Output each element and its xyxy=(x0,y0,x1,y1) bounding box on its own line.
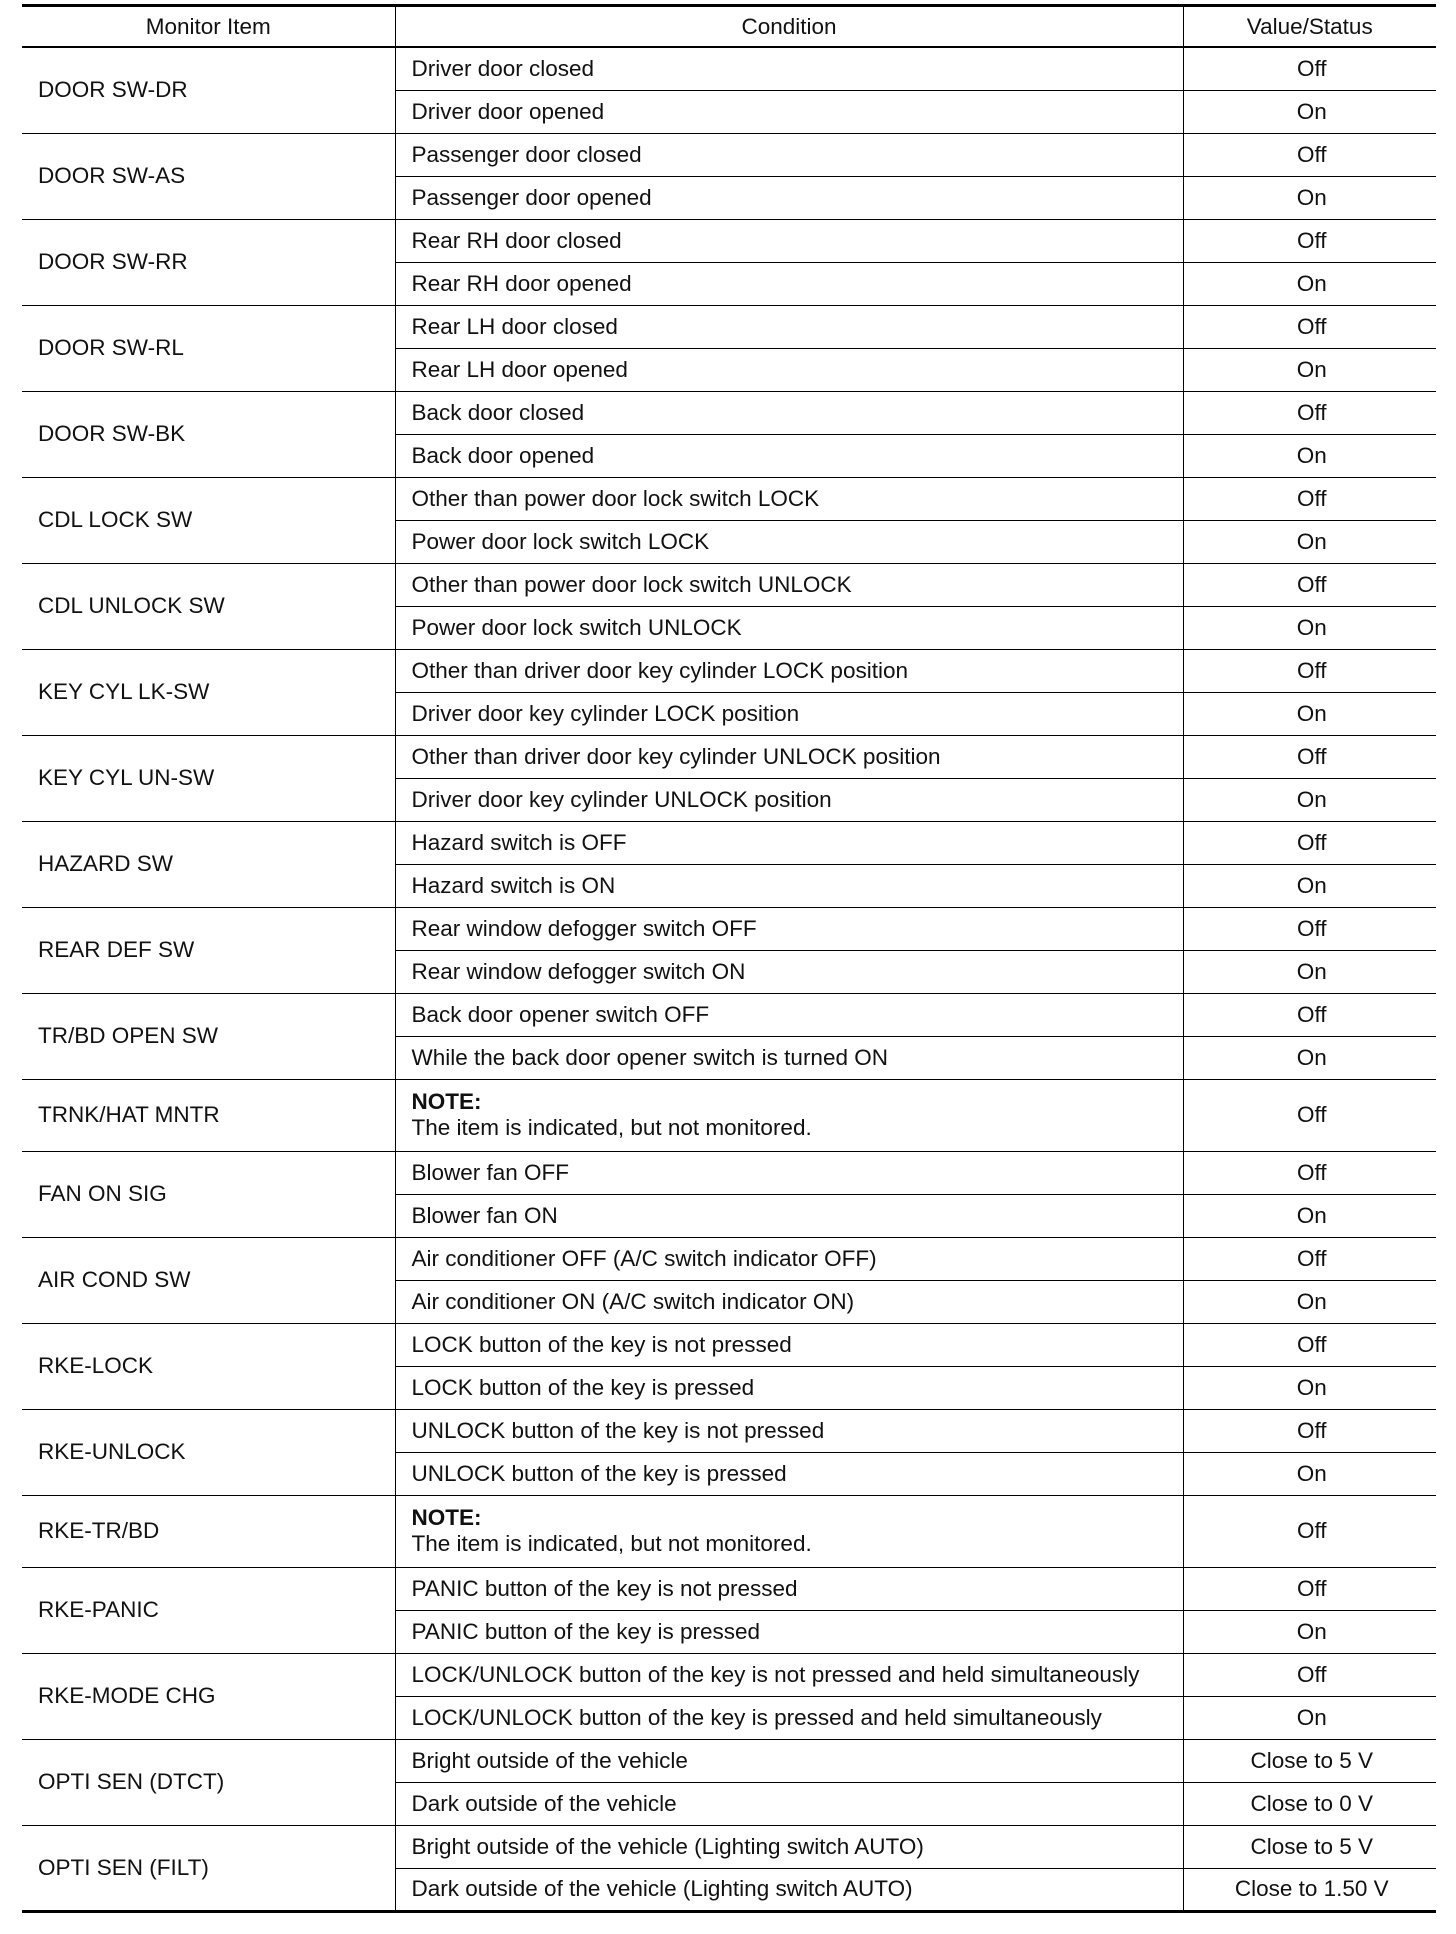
condition-cell: Rear window defogger switch ON xyxy=(395,950,1183,993)
note-text: The item is indicated, but not monitored. xyxy=(411,1115,812,1140)
value-status-cell: Off xyxy=(1183,563,1436,606)
table-row xyxy=(22,1567,1436,1610)
value-status-cell: On xyxy=(1183,778,1436,821)
table-row xyxy=(22,993,1436,1036)
value-status-cell: On xyxy=(1183,90,1436,133)
value-status-cell: Off xyxy=(1183,821,1436,864)
condition-cell: Bright outside of the vehicle xyxy=(395,1739,1183,1782)
value-status-cell: On xyxy=(1183,1194,1436,1237)
condition-cell: PANIC button of the key is not pressed xyxy=(395,1567,1183,1610)
table-row xyxy=(22,1825,1436,1868)
monitor-item-cell: RKE-LOCK xyxy=(22,1323,395,1409)
condition-cell: Other than driver door key cylinder LOCK position xyxy=(395,649,1183,692)
condition-cell: Passenger door closed xyxy=(395,133,1183,176)
condition-cell: While the back door opener switch is turned ON xyxy=(395,1036,1183,1079)
condition-cell: Back door opener switch OFF xyxy=(395,993,1183,1036)
condition-cell: UNLOCK button of the key is pressed xyxy=(395,1452,1183,1495)
header-monitor-item: Monitor Item xyxy=(22,6,395,48)
value-status-cell: On xyxy=(1183,434,1436,477)
value-status-cell: Close to 5 V xyxy=(1183,1825,1436,1868)
value-status-cell: On xyxy=(1183,348,1436,391)
value-status-cell: On xyxy=(1183,950,1436,993)
monitor-item-cell: TR/BD OPEN SW xyxy=(22,993,395,1079)
table-header xyxy=(22,6,1436,48)
note-cell xyxy=(395,1495,1183,1567)
monitor-item-cell: DOOR SW-BK xyxy=(22,391,395,477)
monitor-table xyxy=(22,4,1436,1913)
value-status-cell: On xyxy=(1183,864,1436,907)
value-status-cell: Off xyxy=(1183,735,1436,778)
condition-cell: Rear RH door opened xyxy=(395,262,1183,305)
monitor-item-cell: DOOR SW-RL xyxy=(22,305,395,391)
condition-cell: Dark outside of the vehicle xyxy=(395,1782,1183,1825)
condition-cell: Blower fan OFF xyxy=(395,1151,1183,1194)
value-status-cell: Off xyxy=(1183,305,1436,348)
value-status-cell: Off xyxy=(1183,1237,1436,1280)
value-status-cell: On xyxy=(1183,1696,1436,1739)
value-status-cell: Off xyxy=(1183,907,1436,950)
value-status-cell: Off xyxy=(1183,649,1436,692)
value-status-cell: Off xyxy=(1183,391,1436,434)
condition-cell: Rear LH door closed xyxy=(395,305,1183,348)
condition-cell: UNLOCK button of the key is not pressed xyxy=(395,1409,1183,1452)
monitor-item-cell: RKE-UNLOCK xyxy=(22,1409,395,1495)
monitor-item-cell: CDL LOCK SW xyxy=(22,477,395,563)
value-status-cell: Off xyxy=(1183,477,1436,520)
note-cell xyxy=(395,1079,1183,1151)
monitor-item-cell: KEY CYL UN-SW xyxy=(22,735,395,821)
table-row xyxy=(22,1323,1436,1366)
monitor-item-cell: FAN ON SIG xyxy=(22,1151,395,1237)
monitor-item-cell: RKE-TR/BD xyxy=(22,1495,395,1567)
header-row xyxy=(22,6,1436,48)
table-row xyxy=(22,1079,1436,1151)
value-status-cell: On xyxy=(1183,1610,1436,1653)
value-status-cell: Close to 5 V xyxy=(1183,1739,1436,1782)
condition-cell: Rear LH door opened xyxy=(395,348,1183,391)
value-status-cell: Off xyxy=(1183,1653,1436,1696)
condition-cell: Back door closed xyxy=(395,391,1183,434)
condition-cell: LOCK button of the key is not pressed xyxy=(395,1323,1183,1366)
value-status-cell: Off xyxy=(1183,47,1436,90)
condition-cell: Driver door key cylinder LOCK position xyxy=(395,692,1183,735)
table-row xyxy=(22,1409,1436,1452)
table-row xyxy=(22,735,1436,778)
note-label: NOTE: xyxy=(411,1505,482,1530)
condition-cell: Rear window defogger switch OFF xyxy=(395,907,1183,950)
value-status-cell: Off xyxy=(1183,1567,1436,1610)
condition-cell: Air conditioner OFF (A/C switch indicator OFF) xyxy=(395,1237,1183,1280)
value-status-cell: On xyxy=(1183,1280,1436,1323)
table-row xyxy=(22,821,1436,864)
monitor-item-cell: TRNK/HAT MNTR xyxy=(22,1079,395,1151)
note-text: The item is indicated, but not monitored. xyxy=(411,1531,812,1556)
condition-cell: Other than power door lock switch UNLOCK xyxy=(395,563,1183,606)
condition-cell: LOCK button of the key is pressed xyxy=(395,1366,1183,1409)
monitor-item-cell: REAR DEF SW xyxy=(22,907,395,993)
monitor-item-cell: DOOR SW-RR xyxy=(22,219,395,305)
value-status-cell: Off xyxy=(1183,1495,1436,1567)
condition-cell: Driver door key cylinder UNLOCK position xyxy=(395,778,1183,821)
table-row xyxy=(22,133,1436,176)
monitor-item-cell: CDL UNLOCK SW xyxy=(22,563,395,649)
table-row xyxy=(22,563,1436,606)
condition-cell: LOCK/UNLOCK button of the key is not pressed and held simultaneously xyxy=(395,1653,1183,1696)
condition-cell: Power door lock switch LOCK xyxy=(395,520,1183,563)
value-status-cell: On xyxy=(1183,176,1436,219)
condition-cell: Passenger door opened xyxy=(395,176,1183,219)
table-body xyxy=(22,47,1436,1911)
table-row xyxy=(22,1151,1436,1194)
condition-cell: Driver door closed xyxy=(395,47,1183,90)
condition-cell: Dark outside of the vehicle (Lighting switch AUTO) xyxy=(395,1868,1183,1911)
value-status-cell: Off xyxy=(1183,993,1436,1036)
monitor-item-cell: KEY CYL LK-SW xyxy=(22,649,395,735)
table-row xyxy=(22,391,1436,434)
condition-cell: Blower fan ON xyxy=(395,1194,1183,1237)
value-status-cell: On xyxy=(1183,692,1436,735)
value-status-cell: On xyxy=(1183,606,1436,649)
monitor-item-cell: OPTI SEN (FILT) xyxy=(22,1825,395,1911)
condition-cell: PANIC button of the key is pressed xyxy=(395,1610,1183,1653)
value-status-cell: Close to 0 V xyxy=(1183,1782,1436,1825)
note-label: NOTE: xyxy=(411,1089,482,1114)
value-status-cell: Off xyxy=(1183,1079,1436,1151)
monitor-item-cell: DOOR SW-AS xyxy=(22,133,395,219)
table-row xyxy=(22,907,1436,950)
table-row xyxy=(22,219,1436,262)
condition-cell: Rear RH door closed xyxy=(395,219,1183,262)
table-row xyxy=(22,649,1436,692)
condition-cell: Air conditioner ON (A/C switch indicator ON) xyxy=(395,1280,1183,1323)
value-status-cell: Off xyxy=(1183,1323,1436,1366)
value-status-cell: On xyxy=(1183,520,1436,563)
table-row xyxy=(22,47,1436,90)
value-status-cell: On xyxy=(1183,1366,1436,1409)
condition-cell: Bright outside of the vehicle (Lighting switch AUTO) xyxy=(395,1825,1183,1868)
condition-cell: LOCK/UNLOCK button of the key is pressed and held simultaneously xyxy=(395,1696,1183,1739)
value-status-cell: Close to 1.50 V xyxy=(1183,1868,1436,1911)
table-row xyxy=(22,1653,1436,1696)
value-status-cell: Off xyxy=(1183,219,1436,262)
condition-cell: Other than power door lock switch LOCK xyxy=(395,477,1183,520)
value-status-cell: Off xyxy=(1183,1409,1436,1452)
monitor-item-cell: AIR COND SW xyxy=(22,1237,395,1323)
value-status-cell: Off xyxy=(1183,133,1436,176)
header-value-status: Value/Status xyxy=(1183,6,1436,48)
condition-cell: Other than driver door key cylinder UNLOCK position xyxy=(395,735,1183,778)
condition-cell: Power door lock switch UNLOCK xyxy=(395,606,1183,649)
monitor-item-cell: RKE-MODE CHG xyxy=(22,1653,395,1739)
table-row xyxy=(22,1237,1436,1280)
condition-cell: Driver door opened xyxy=(395,90,1183,133)
value-status-cell: On xyxy=(1183,262,1436,305)
condition-cell: Back door opened xyxy=(395,434,1183,477)
table-row xyxy=(22,1739,1436,1782)
table-row xyxy=(22,1495,1436,1567)
header-condition: Condition xyxy=(395,6,1183,48)
value-status-cell: On xyxy=(1183,1452,1436,1495)
monitor-item-cell: DOOR SW-DR xyxy=(22,47,395,133)
value-status-cell: Off xyxy=(1183,1151,1436,1194)
monitor-item-cell: OPTI SEN (DTCT) xyxy=(22,1739,395,1825)
table-row xyxy=(22,477,1436,520)
value-status-cell: On xyxy=(1183,1036,1436,1079)
condition-cell: Hazard switch is OFF xyxy=(395,821,1183,864)
monitor-item-cell: HAZARD SW xyxy=(22,821,395,907)
monitor-item-cell: RKE-PANIC xyxy=(22,1567,395,1653)
condition-cell: Hazard switch is ON xyxy=(395,864,1183,907)
table-row xyxy=(22,305,1436,348)
